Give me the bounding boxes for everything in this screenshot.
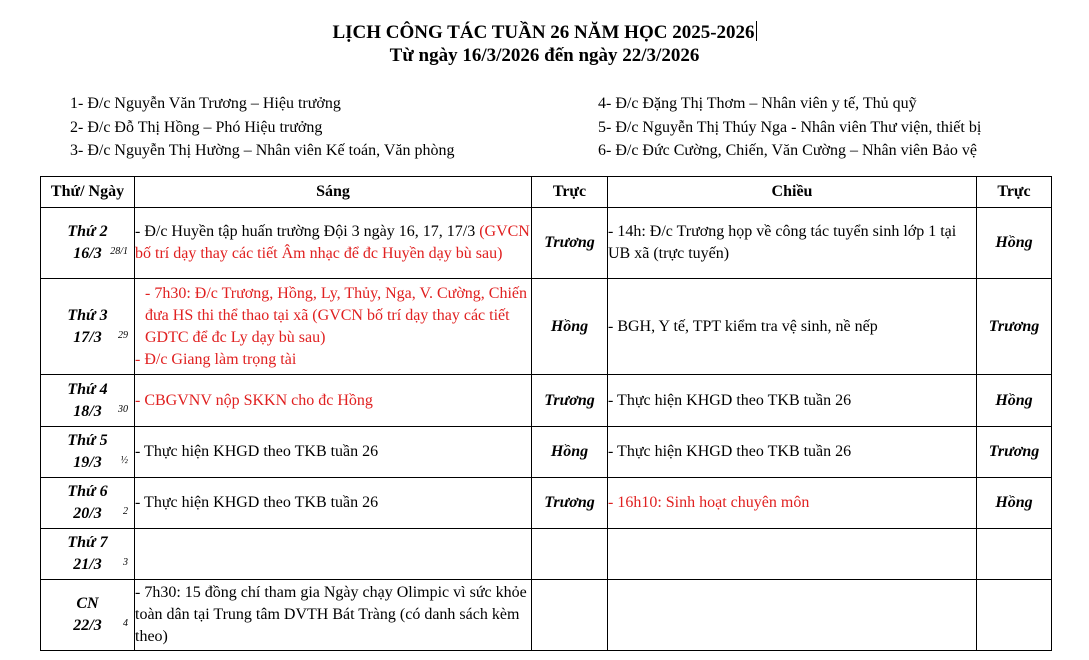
header-afternoon: Chiều — [608, 177, 977, 208]
duty-afternoon-cell[interactable]: Trương — [977, 279, 1052, 375]
table-row — [41, 279, 1052, 375]
table-row — [41, 478, 1052, 529]
morning-cell[interactable]: - CBGVNV nộp SKKN cho đc Hồng — [135, 375, 532, 427]
duty-afternoon-cell[interactable]: Hồng — [977, 478, 1052, 529]
duty-morning-cell[interactable]: Hồng — [532, 427, 608, 478]
morning-cell[interactable] — [135, 529, 532, 580]
lunar-date: 3 — [123, 557, 128, 568]
duty-morning-cell[interactable]: Trương — [532, 208, 608, 279]
duty-morning-cell[interactable] — [532, 580, 608, 651]
day-date: 18/3 — [73, 402, 102, 420]
lunar-date: ½ — [120, 455, 128, 466]
duty-afternoon-cell[interactable] — [977, 529, 1052, 580]
lunar-date: 30 — [118, 403, 128, 415]
day-date: 19/3 — [73, 454, 102, 471]
day-cell — [41, 478, 135, 529]
header-duty-morning: Trực — [532, 177, 608, 208]
text-cursor — [756, 21, 757, 41]
day-date: 17/3 — [73, 328, 102, 346]
table-row — [41, 529, 1052, 580]
morning-note: - 7h30: Đ/c Trương, Hồng, Ly, Thủy, Nga, V. Cường, Chiến đưa HS thi thể thao tại xã (GVCN bố trí dạy thay các tiết GDTC để đc Ly dạy bù sau) — [145, 284, 527, 346]
afternoon-cell[interactable] — [608, 529, 977, 580]
duty-morning-cell[interactable] — [532, 529, 608, 580]
morning-note: (GVCN bố trí dạy thay các tiết Âm nhạc để đc Huyền dạy bù sau) — [135, 223, 530, 262]
duty-afternoon-cell[interactable]: Hồng — [977, 208, 1052, 279]
afternoon-text: - 14h: Đ/c Trương họp về công tác tuyển sinh lớp 1 tại UB xã (trực tuyến) — [608, 223, 957, 262]
header-duty-afternoon: Trực — [977, 177, 1052, 208]
day-cell — [41, 279, 135, 375]
duty-morning-cell[interactable]: Trương — [532, 375, 608, 427]
morning-cell[interactable] — [135, 279, 532, 375]
day-name: Thứ 5 — [67, 432, 108, 449]
morning-cell[interactable]: - Thực hiện KHGD theo TKB tuần 26 — [135, 427, 532, 478]
afternoon-cell[interactable] — [608, 208, 977, 279]
duty-afternoon-cell[interactable] — [977, 580, 1052, 651]
duty-afternoon-cell[interactable]: Hồng — [977, 375, 1052, 427]
day-date: 22/3 — [73, 617, 102, 634]
day-name: Thứ 4 — [67, 380, 108, 398]
day-name: CN — [76, 595, 99, 612]
day-cell — [41, 529, 135, 580]
staff-item: 6- Đ/c Đức Cường, Chiến, Văn Cường – Nhân viên Bảo vệ — [598, 142, 978, 159]
day-date: 21/3 — [73, 556, 102, 573]
day-cell — [41, 427, 135, 478]
staff-item: 3- Đ/c Nguyễn Thị Hường – Nhân viên Kế toán, Văn phòng — [70, 142, 455, 159]
day-name: Thứ 2 — [67, 223, 108, 240]
table-row — [41, 208, 1052, 279]
table-row — [41, 375, 1052, 427]
day-name: Thứ 6 — [67, 483, 108, 500]
morning-cell[interactable] — [135, 208, 532, 279]
document-title: LỊCH CÔNG TÁC TUẦN 26 NĂM HỌC 2025-2026 — [332, 22, 755, 43]
lunar-date: 4 — [123, 618, 128, 629]
table-header-row — [41, 177, 1052, 208]
staff-item: 5- Đ/c Nguyễn Thị Thúy Nga - Nhân viên Thư viện, thiết bị — [598, 119, 982, 136]
morning-cell[interactable]: - Thực hiện KHGD theo TKB tuần 26 — [135, 478, 532, 529]
header-morning: Sáng — [135, 177, 532, 208]
day-name: Thứ 3 — [67, 306, 108, 324]
morning-note: - Đ/c Giang làm trọng tài — [135, 350, 297, 368]
morning-cell[interactable]: - 7h30: 15 đồng chí tham gia Ngày chạy Olimpic vì sức khỏe toàn dân tại Trung tâm DVTH Bát Tràng (có danh sách kèm theo) — [135, 580, 532, 651]
schedule-table — [40, 176, 1052, 651]
lunar-date: 29 — [118, 329, 128, 341]
staff-item: 4- Đ/c Đặng Thị Thơm – Nhân viên y tế, Thủ quỹ — [598, 95, 917, 112]
duty-morning-cell[interactable]: Trương — [532, 478, 608, 529]
morning-text: - Đ/c Huyền tập huấn trường Đội 3 ngày 16, 17, 17/3 — [135, 223, 480, 240]
staff-item: 2- Đ/c Đỗ Thị Hồng – Phó Hiệu trưởng — [70, 119, 323, 136]
day-name: Thứ 7 — [67, 534, 108, 551]
table-row — [41, 427, 1052, 478]
staff-item: 1- Đ/c Nguyễn Văn Trương – Hiệu trưởng — [70, 95, 341, 112]
afternoon-cell[interactable] — [608, 580, 977, 651]
day-cell — [41, 375, 135, 427]
document-subtitle: Từ ngày 16/3/2026 đến ngày 22/3/2026 — [389, 45, 700, 66]
afternoon-cell[interactable]: - Thực hiện KHGD theo TKB tuần 26 — [608, 375, 977, 427]
day-date: 16/3 — [73, 245, 102, 262]
duty-morning-cell[interactable]: Hồng — [532, 279, 608, 375]
lunar-date: 28/1 — [110, 246, 128, 257]
afternoon-cell[interactable]: - BGH, Y tế, TPT kiểm tra vệ sinh, nề nếp — [608, 279, 977, 375]
day-date: 20/3 — [73, 505, 102, 522]
day-cell — [41, 208, 135, 279]
day-cell — [41, 580, 135, 651]
afternoon-cell[interactable]: - Thực hiện KHGD theo TKB tuần 26 — [608, 427, 977, 478]
duty-afternoon-cell[interactable]: Trương — [977, 427, 1052, 478]
afternoon-cell[interactable]: - 16h10: Sinh hoạt chuyên môn — [608, 478, 977, 529]
table-row — [41, 580, 1052, 651]
lunar-date: 2 — [123, 506, 128, 517]
header-day: Thứ/ Ngày — [41, 177, 135, 208]
